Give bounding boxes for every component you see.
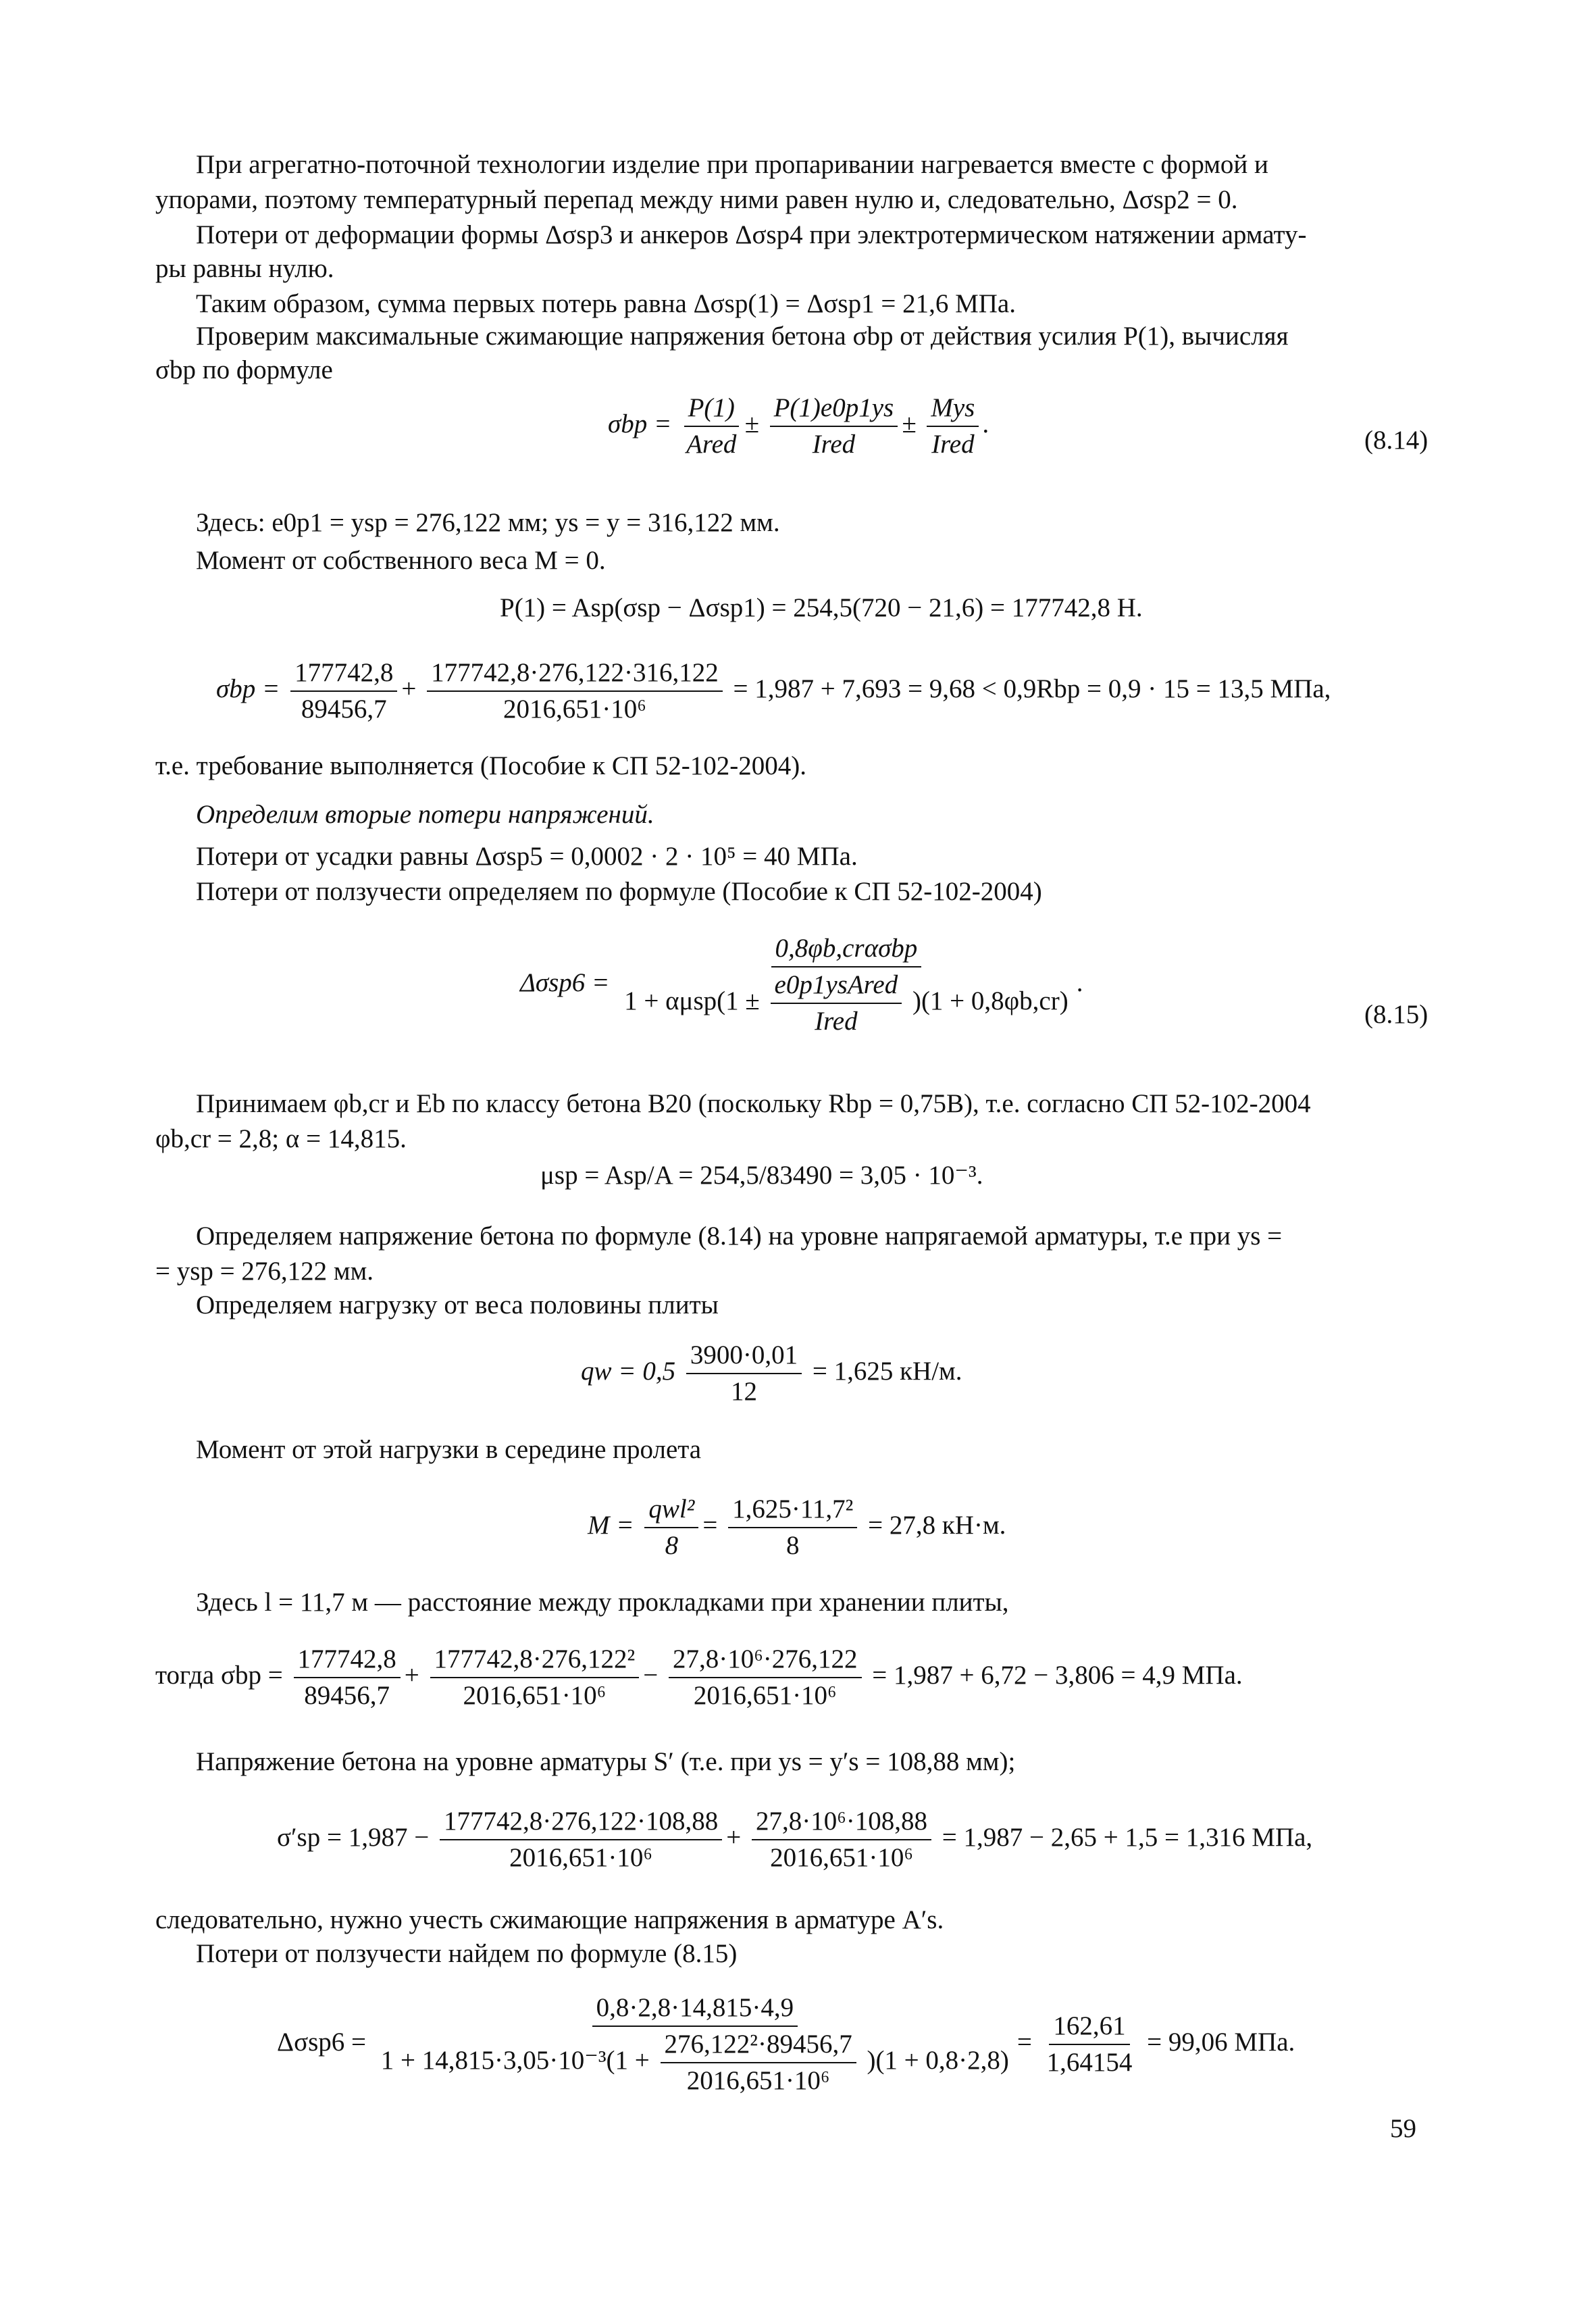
eq-ssp-f1-num: 177742,8·276,122·108,88 (440, 1805, 722, 1840)
eq-sbp2-f2-num: 177742,8·276,122² (430, 1643, 640, 1678)
eq814-f2-num: P(1)e0p1ys (770, 392, 898, 427)
eq-qw-den: 12 (730, 1377, 757, 1406)
eq-ssp-fraction-2 (752, 1805, 931, 1874)
eq814-f3-num: Mys (927, 392, 979, 427)
eq-M-lhs: M = (588, 1510, 634, 1540)
paragraph-17: следовательно, нужно учесть сжимающие напряжения в арматуре A′s. (155, 1905, 944, 1934)
eq-qw-lhs: qw = 0,5 (581, 1356, 676, 1386)
paragraph-2-line-1: Потери от деформации формы Δσsp3 и анкеров Δσsp4 при электротермическом натяжении армату- (196, 220, 1307, 249)
equation-sigma-bp-2: тогда σbp = $\frac{177742,8}{89456,7}$ + $\frac{\text{177742,8·276,122²}}{\text{2016,651·10⁶}}$ − $\frac{\text{27,8·10⁶·276,122}}{\text{2016,651·10⁶}}$ = 1,987 + 6,72 − 3,806 = 4,9 МПа. (155, 1643, 1243, 1712)
paragraph-4-line-1: Проверим максимальные сжимающие напряжения бетона σbp от действия усилия P(1), вычисляя (196, 322, 1289, 351)
equation-sigma-sp-prime: σ′sp = 1,987 − $\frac{177742,8\cdot 276,122\cdot 108,88}{\text{2016,651·10⁶}}$ + $\frac{\text{27,8·10⁶·108,88}}{\text{2016,651·10⁶}}$ = 1,987 − 2,65 + 1,5 = 1,316 МПа, (277, 1805, 1312, 1874)
eq814-fraction-1 (682, 392, 740, 461)
paragraph-18: Потери от ползучести найдем по формуле (8.15) (196, 1939, 738, 1968)
eq-sbp2-rhs: = 1,987 + 6,72 − 3,806 = 4,9 МПа. (872, 1660, 1243, 1690)
eq-sbp1-lhs: σbp = (216, 674, 280, 703)
equation-mu-sp: μsp = Asp/A = 254,5/83490 = 3,05 · 10⁻³. (540, 1161, 983, 1190)
equation-moment: M = $\frac{\text{qwl²}}{8}$ = $\frac{\text{1,625·11,7²}}{8}$ = 27,8 кН·м. (588, 1493, 1006, 1562)
eq-sbp1-f2-num: 177742,8·276,122·316,122 (427, 657, 723, 692)
eq815-inner-den: Ired (815, 1007, 858, 1036)
paragraph-16: Напряжение бетона на уровне арматуры S′ (т.е. при ys = y′s = 108,88 мм); (196, 1747, 1016, 1776)
eq-qw-fraction (686, 1339, 802, 1408)
eq-final-inner-den: 2016,651·10⁶ (686, 2066, 830, 2095)
paragraph-2-line-2: ры равны нулю. (155, 254, 334, 283)
eq-ssp-f2-den: 2016,651·10⁶ (770, 1843, 913, 1872)
eq-qw-rhs: = 1,625 кН/м. (812, 1356, 962, 1386)
page-number: 59 (1390, 2114, 1416, 2143)
equation-8-14: σbp = $\frac{P(1)}{\text{Ared}}$ ± $\frac{P(1)e0p1ys}{\text{Ired}}$ ± $\frac{\text{Mys}}{\text{Ired}}$ . (608, 392, 989, 461)
paragraph-5: Здесь: e0p1 = ysp = 276,122 мм; ys = y = 316,122 мм. (196, 508, 780, 537)
paragraph-11-line-1: Принимаем φb,cr и Eb по классу бетона В20 (поскольку Rbp = 0,75В), т.е. согласно СП 52-102-2004 (196, 1089, 1311, 1118)
eq814-f1-den: Ared (686, 430, 737, 459)
eq-sbp2-f3-num: 27,8·10⁶·276,122 (669, 1643, 862, 1678)
eq-M-f1-den: 8 (665, 1531, 679, 1560)
eq-sbp2-f1-num: 177742,8 (294, 1643, 401, 1678)
eq-sbp2-fraction-3 (669, 1643, 862, 1712)
eq-final-inner-fraction (661, 2028, 856, 2097)
paragraph-1-line-2: упорами, поэтому температурный перепад между ними равен нулю и, следовательно, Δσsp2 = 0. (155, 185, 1238, 214)
eq815-den (620, 967, 1073, 1038)
eq-M-fraction-1 (644, 1493, 698, 1562)
eq814-fraction-2 (770, 392, 898, 461)
equation-p1-force: P(1) = Asp(σsp − Δσsp1) = 254,5(720 − 21,6) = 177742,8 Н. (500, 593, 1143, 622)
eq-sbp2-f1-den: 89456,7 (304, 1681, 390, 1710)
eq-final-den-b: )(1 + 0,8·2,8) (867, 2045, 1009, 2075)
eq-final-fraction (377, 1992, 1013, 2097)
eq-final-lhs: Δσsp6 = (277, 2027, 367, 2057)
paragraph-14: Момент от этой нагрузки в середине пролета (196, 1435, 702, 1464)
eq-sbp2-fraction-1 (294, 1643, 401, 1712)
equation-sigma-bp-1: σbp = $\frac{177742,8}{89456,7}$ + $\frac{177742,8\cdot 276,122\cdot 316,122}{\text{2016,651·10⁶}}$ = 1,987 + 7,693 = 9,68 < 0,9Rbp = 0,9 · 15 = 13,5 МПа, (216, 657, 1331, 726)
paragraph-12-line-2: = ysp = 276,122 мм. (155, 1257, 374, 1286)
eq-sbp2-lhs: тогда σbp = (155, 1660, 283, 1690)
equation-number-8-15: (8.15) (1364, 1000, 1428, 1029)
paragraph-7: т.е. требование выполняется (Пособие к СП 52-102-2004). (155, 751, 806, 780)
paragraph-1-line-1: При агрегатно-поточной технологии изделие при пропаривании нагревается вместе с формой и (196, 150, 1268, 179)
eq-sbp2-f2-den: 2016,651·10⁶ (463, 1681, 607, 1710)
paragraph-3: Таким образом, сумма первых потерь равна Δσsp(1) = Δσsp1 = 21,6 МПа. (196, 289, 1016, 318)
eq-sbp2-f3-den: 2016,651·10⁶ (693, 1681, 837, 1710)
eq-final-den-a: 1 + 14,815·3,05·10⁻³(1 + (380, 2045, 650, 2075)
eq814-f3-den: Ired (931, 430, 975, 459)
paragraph-12-line-1: Определяем напряжение бетона по формуле (8.14) на уровне напрягаемой арматуры, т.е при ys = (196, 1222, 1283, 1251)
eq-ssp-f2-num: 27,8·10⁶·108,88 (752, 1805, 931, 1840)
eq-M-f2-num: 1,625·11,7² (728, 1493, 857, 1528)
eq815-den-a: 1 + αμsp(1 ± (624, 986, 760, 1015)
section-heading-second-losses: Определим вторые потери напряжений. (196, 800, 654, 829)
eq815-inner-num: e0p1ysAred (771, 969, 902, 1004)
equation-8-15: Δσsp6 = 0,8φb,crασbp 1 + αμsp(1 ± $\frac{\text{e0p1ysAred}}{\text{Ired}}$ )(1 + 0,8φb,cr) . (520, 932, 1083, 1038)
eq-ssp-fraction-1 (440, 1805, 722, 1874)
eq-final-den (377, 2027, 1013, 2097)
eq-sbp1-fraction-1 (290, 657, 397, 726)
eq-ssp-lhs: σ′sp = 1,987 − (277, 1822, 430, 1852)
paragraph-4-line-2: σbp по формуле (155, 355, 333, 384)
eq814-lhs: σbp = (608, 409, 672, 438)
eq-sbp1-rhs: = 1,987 + 7,693 = 9,68 < 0,9Rbp = 0,9 · 15 = 13,5 МПа, (733, 674, 1331, 703)
eq-final-inner-num: 276,122²·89456,7 (661, 2028, 856, 2063)
eq-ssp-f1-den: 2016,651·10⁶ (509, 1843, 653, 1872)
eq-ssp-rhs: = 1,987 − 2,65 + 1,5 = 1,316 МПа, (942, 1822, 1313, 1852)
eq-final-rhs: = 99,06 МПа. (1147, 2027, 1295, 2057)
eq814-fraction-3 (927, 392, 979, 461)
eq815-inner-fraction (771, 969, 902, 1038)
eq814-f2-den: Ired (812, 430, 856, 459)
eq-M-fraction-2 (728, 1493, 857, 1562)
eq-sbp1-f1-den: 89456,7 (301, 695, 387, 724)
eq-final-f2-num: 162,61 (1049, 2010, 1129, 2045)
equation-final-creep-loss: Δσsp6 = 0,8·2,8·14,815·4,9 1 + 14,815·3,05·10⁻³(1 + $\frac{\text{276,122²·89456,7}}{\text{2016,651·10⁶}}$ )(1 + 0,8·2,8) = $\frac{162,61}{1,64154}$ = 99,06 МПа. (277, 1992, 1295, 2097)
paragraph-9: Потери от усадки равны Δσsp5 = 0,0002 · 2 · 10⁵ = 40 МПа. (196, 842, 858, 871)
eq814-f1-num: P(1) (684, 392, 739, 427)
paragraph-11-line-2: φb,cr = 2,8; α = 14,815. (155, 1124, 407, 1153)
eq-sbp1-f1-num: 177742,8 (290, 657, 397, 692)
eq815-fraction (620, 932, 1073, 1038)
eq815-lhs: Δσsp6 = (520, 967, 610, 997)
paragraph-10: Потери от ползучести определяем по формуле (Пособие к СП 52-102-2004) (196, 877, 1042, 906)
eq-final-fraction-2 (1043, 2010, 1137, 2079)
eq815-den-b: )(1 + 0,8φb,cr) (912, 986, 1069, 1015)
equation-number-8-14: (8.14) (1364, 426, 1428, 455)
paragraph-6: Момент от собственного веса M = 0. (196, 546, 606, 575)
eq-final-num: 0,8·2,8·14,815·4,9 (592, 1992, 798, 2027)
paragraph-13: Определяем нагрузку от веса половины плиты (196, 1290, 719, 1319)
eq-M-f2-den: 8 (786, 1531, 800, 1560)
eq-qw-num: 3900·0,01 (686, 1339, 802, 1374)
eq-M-rhs: = 27,8 кН·м. (868, 1510, 1006, 1540)
eq-final-f2-den: 1,64154 (1046, 2048, 1133, 2077)
eq-sbp1-fraction-2 (427, 657, 723, 726)
eq-sbp2-fraction-2 (430, 1643, 640, 1712)
eq-sbp1-f2-den: 2016,651·10⁶ (503, 695, 646, 724)
paragraph-15: Здесь l = 11,7 м — расстояние между прокладками при хранении плиты, (196, 1588, 1009, 1617)
equation-qw (581, 1339, 962, 1408)
eq815-num: 0,8φb,crασbp (771, 932, 922, 967)
eq-M-f1-num: qwl² (644, 1493, 698, 1528)
